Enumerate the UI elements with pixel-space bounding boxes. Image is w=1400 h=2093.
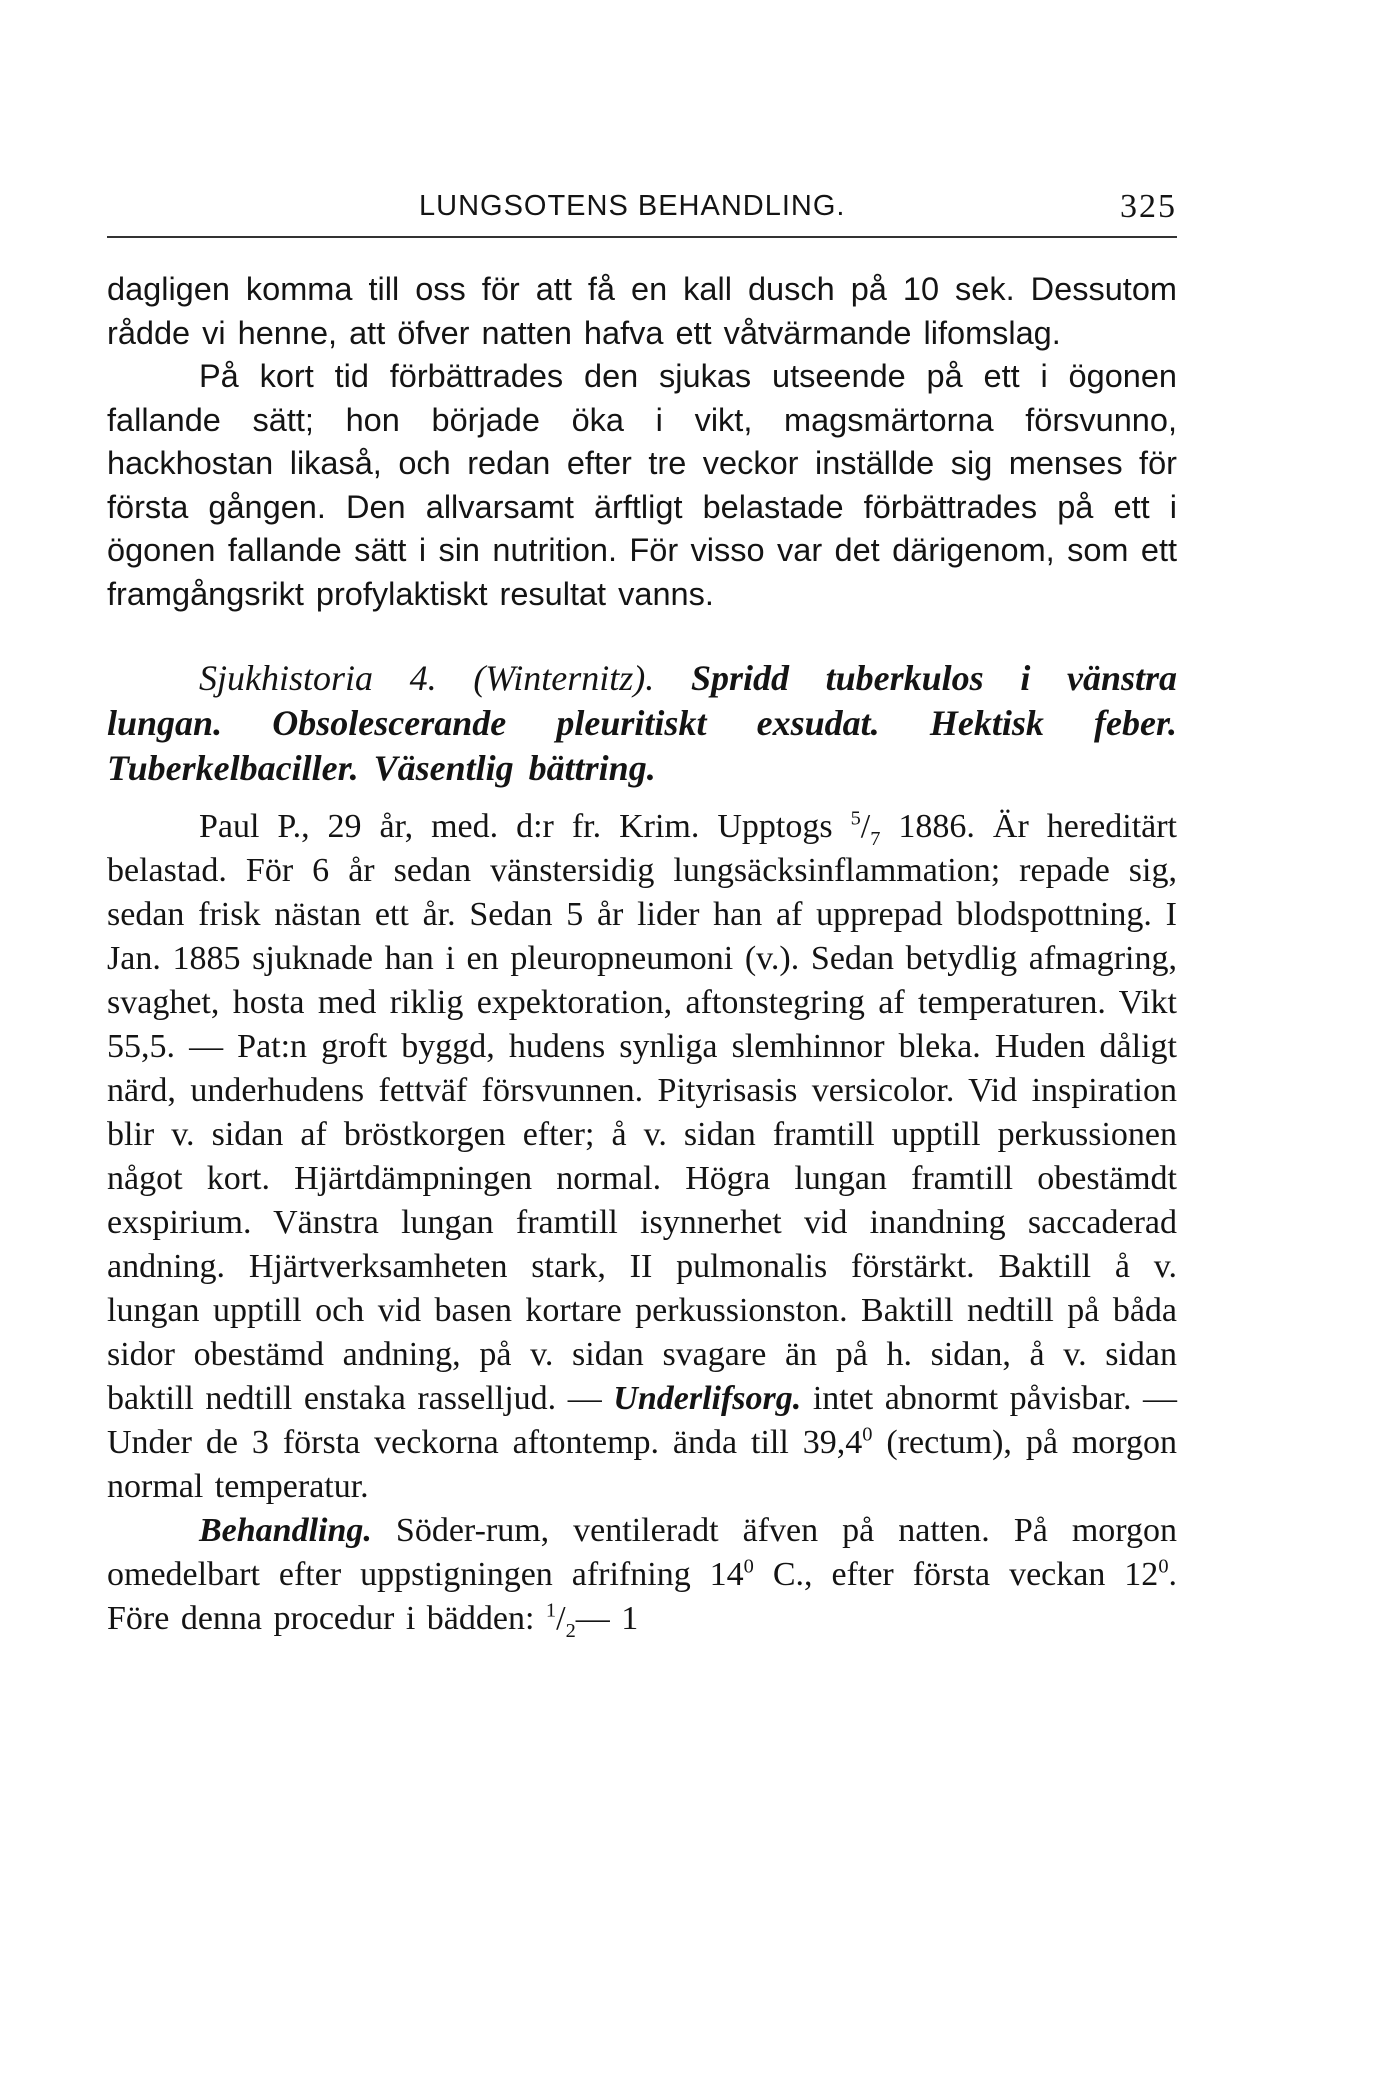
- running-title: LUNGSOTENS BEHANDLING.: [419, 190, 846, 222]
- history-text: Är hereditärt belastad. För 6 år sedan vänstersidig lungsäcksinflammation; repade sig, sedan frisk nästan ett år. Sedan 5 år lider han af upprepad blodspottning. I Jan. 1885 sjuknade han i en pleuropneumoni (v.). Sedan betydlig afmagring, svaghet, hosta med riklig expektoration, aftonstegring af temperaturen. Vikt 55,5. — Pat:n groft byggd, hudens synliga slemhinnor bleka. Huden dåligt närd, underhudens fettväf försvunnen. Pityrisasis versicolor. Vid inspiration blir v. sidan af bröstkorgen efter; å v. sidan framtill upptill perkussionen något kort. Hjärtdämpningen normal. Högra lungan framtill obestämdt exspirium. Vänstra lungan framtill isynnerhet vid inandning saccaderad andning. Hjärtverksamheten stark, II pulmonalis förstärkt. Baktill å v. lungan upptill och vid basen kortare perkussionston. Baktill nedtill på båda sidor obestämd andning, på v. sidan svagare än på h. sidan, å v. sidan baktill nedtill enstaka rasselljud. —: [107, 808, 1178, 1417]
- treatment-degree-2: 0: [1158, 1555, 1169, 1578]
- treatment-paragraph: [107, 1509, 1177, 1641]
- date-year: 1886.: [898, 808, 975, 845]
- treatment-text-2: C., efter första veckan 12: [772, 1556, 1159, 1593]
- underlif-text: intet abnormt påvisbar. — Under de 3 första veckorna aftontemp. ända till 39,4: [107, 1380, 1178, 1461]
- admission-date: $^5/_7$: [850, 807, 881, 850]
- case-outcome: Väsentlig bättring.: [373, 748, 656, 788]
- date-month: 7: [870, 827, 881, 850]
- treatment-degree-1: 0: [743, 1555, 754, 1578]
- header-rule: [107, 236, 1177, 238]
- case-author: (Winternitz).: [473, 658, 655, 698]
- case-label: Sjukhistoria 4.: [199, 658, 437, 698]
- paragraph-continuation: dagligen komma till oss för att få en kall dusch på 10 sek. Dessutom rådde vi henne, att öfver natten hafva ett våtvärmande lifomslag.: [107, 271, 1177, 351]
- patient-intro: Paul P., 29 år, med. d:r fr. Krim. Upptogs: [199, 808, 833, 845]
- underlif-label: Underlifsorg.: [613, 1380, 802, 1417]
- page-number: 325: [1120, 188, 1177, 225]
- half-denominator: 2: [565, 1619, 576, 1642]
- treatment-text-4: — 1: [575, 1600, 639, 1637]
- date-day: 5: [850, 807, 861, 830]
- book-page: [107, 190, 1177, 1641]
- paragraph-improvement: På kort tid förbättrades den sjukas utseende på ett i ögonen fallande sätt; hon började öka i vikt, magsmärtorna försvunno, hackhostan likaså, och redan efter tre veckor inställde sig menses för första gången. Den allvarsamt ärftligt belastade förbättrades på ett i ögonen fallande sätt i sin nutrition. För visso var det därigenom, som ett framgångsrikt profylaktiskt resultat vanns.: [107, 358, 1177, 612]
- half-fraction: $^1/_2$: [545, 1599, 576, 1642]
- half-numerator: 1: [545, 1599, 557, 1622]
- treatment-text-3: . Före denna procedur i bädden:: [107, 1556, 1178, 1637]
- treatment-text-1: Söder-rum, ventileradt äfven på natten. På morgon omedelbart efter uppstigningen afrifning 14: [107, 1512, 1178, 1593]
- case-diagnosis: Spridd tuberkulos i vänstra lungan. Obsolescerande pleuritiskt exsudat. Hektisk feber. Tuberkelbaciller.: [107, 658, 1177, 788]
- running-header: [107, 190, 1177, 234]
- underlif-after: (rectum), på morgon normal temperatur.: [107, 1424, 1178, 1505]
- case-heading: [107, 656, 1177, 791]
- case-history: [107, 805, 1177, 1509]
- degree-sign: 0: [862, 1423, 873, 1446]
- treatment-label: Behandling.: [199, 1512, 372, 1549]
